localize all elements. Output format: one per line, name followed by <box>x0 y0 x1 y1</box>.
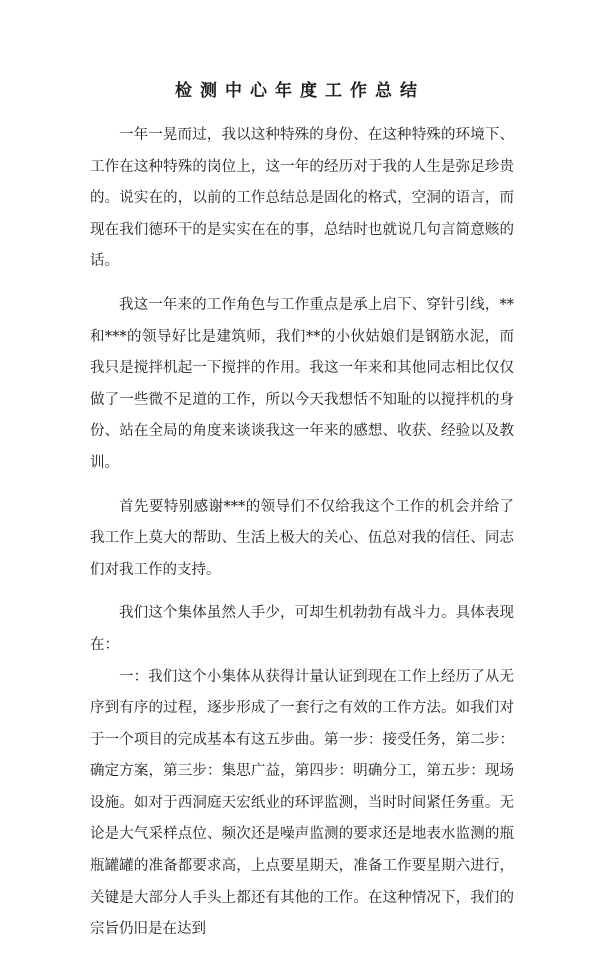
paragraph-4: 我们这个集体虽然人手少，可却生机勃勃有战斗力。具体表现在： <box>90 605 514 653</box>
paragraph-1: 一年一晃而过，我以这种特殊的身份、在这种特殊的环境下、工作在这种特殊的岗位上，这一年的经历对于我的人生是弥足珍贵的。说实在的，以前的工作总结总是固化的格式，空洞的语言，而现在我们德环干的是实实在在的事，总结时也就说几句言简意赅的话。 <box>90 127 514 270</box>
paragraph-3: 首先要特别感谢***的领导们不仅给我这个工作的机会并给了我工作上莫大的帮助、生活上极大的关心、伍总对我的信任、同志们对我工作的支持。 <box>90 498 514 578</box>
paragraph-2: 我这一年来的工作角色与工作重点是承上启下、穿针引线，**和***的领导好比是建筑师，我们**的小伙姑娘们是钢筋水泥，而我只是搅拌机起一下搅拌的作用。我这一年来和其他同志相比仅仅做了一些微不足道的工作，所以今天我想恬不知耻的以搅拌机的身份、站在全局的角度来谈谈我这一年来的感想、收获、经验以及教训。 <box>90 296 514 471</box>
document-title: 检测中心年度工作总结 <box>175 81 425 101</box>
document-body <box>90 120 514 958</box>
paragraph-5: 一：我们这个小集体从获得计量认证到现在工作上经历了从无序到有序的过程，逐步形成了一套行之有效的工作方法。如我们对于一个项目的完成基本有这五步曲。第一步：接受任务，第二步：确定方案，第三步：集思广益，第四步：明确分工，第五步：现场设施。如对于西洞庭天宏纸业的环评监测，当时时间紧任务重。无论是大气采样点位、频次还是噪声监测的要求还是地表水监测的瓶瓶罐罐的准备都要求高，上点要星期天，准备工作要星期六进行，关键是大部分人手头上都还有其他的工作。在这种情况下，我们的宗旨仍旧是在达到 <box>90 668 514 938</box>
